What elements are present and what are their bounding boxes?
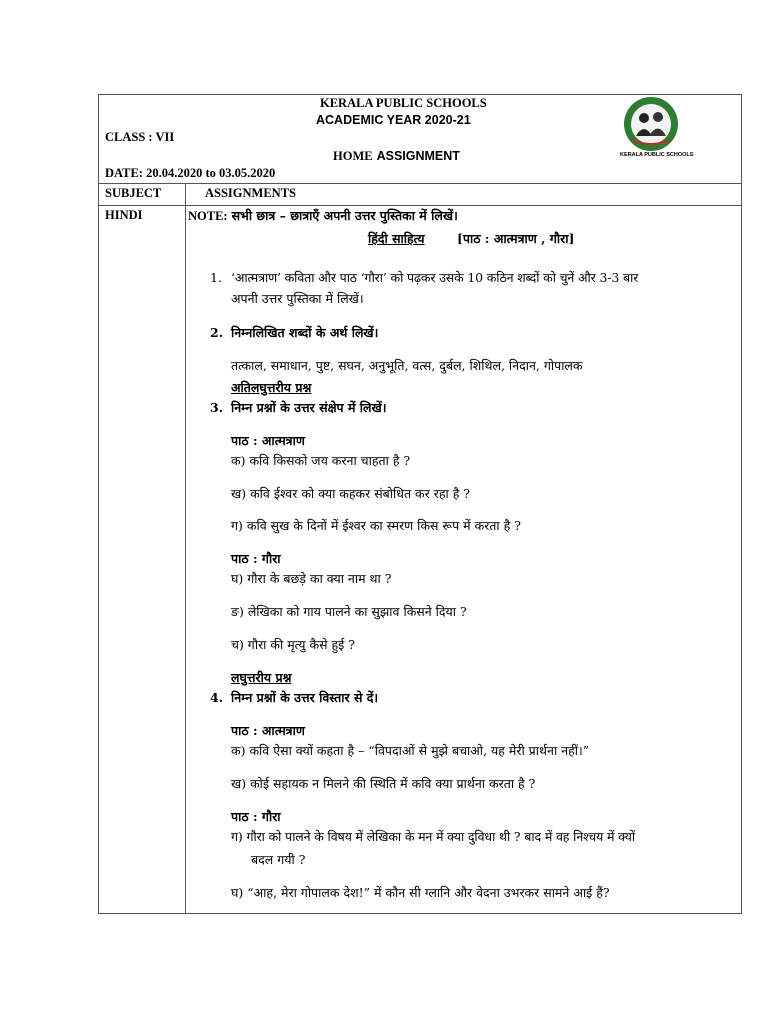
q4-a: क) कवि ऐसा क्यों कहता है – “विपदाओं से मुझे बचाओ, यह मेरी प्रार्थना नहीं।” xyxy=(231,743,590,758)
q1-number: 1. xyxy=(210,270,222,285)
subject-hindi: HINDI xyxy=(105,208,143,222)
assignments-column-header: ASSIGNMENTS xyxy=(205,186,296,200)
header-divider xyxy=(98,183,742,184)
q4-d: घ) “आह, मेरा गोपालक देश!” में कौन सी ग्लानि और वेदना उभरकर सामने आई हैं? xyxy=(231,885,610,900)
q4-number: 4. xyxy=(210,690,224,705)
section-short: लघुत्तरीय प्रश्न xyxy=(231,670,292,685)
path-gaura-1: पाठ : गौरा xyxy=(231,551,281,566)
q3-text: निम्न प्रश्नों के उत्तर संक्षेप में लिखें। xyxy=(231,400,387,415)
title-home: HOME xyxy=(333,149,373,163)
column-header-divider xyxy=(98,205,742,206)
date-range: DATE: 20.04.2020 to 03.05.2020 xyxy=(105,166,276,180)
path-gaura-2: पाठ : गौरा xyxy=(231,809,281,824)
heading-hindi-sahitya: हिंदी साहित्य xyxy=(368,231,425,246)
q3-number: 3. xyxy=(210,400,224,415)
section-very-short: अतिलघुत्तरीय प्रश्न xyxy=(231,380,312,395)
column-divider xyxy=(185,183,186,914)
q3-e: ङ) लेखिका को गाय पालने का सुझाव किसने दिया ? xyxy=(231,604,467,619)
note-text: सभी छात्र – छात्राएँ अपनी उत्तर पुस्तिका में लिखें। xyxy=(231,208,458,223)
q2-words: तत्काल, समाधान, पुष्ट, सघन, अनुभूति, वत्स, दुर्बल, शिथिल, निदान, गोपालक xyxy=(231,358,583,373)
class-label: CLASS : VII xyxy=(105,130,175,144)
q1-line2: अपनी उत्तर पुस्तिका में लिखें। xyxy=(231,291,364,306)
logo-caption: KERALA PUBLIC SCHOOLS xyxy=(620,152,694,158)
note-label: NOTE: xyxy=(188,209,228,223)
q4-text: निम्न प्रश्नों के उत्तर विस्तार से दें। xyxy=(231,690,379,705)
q4-b: ख) कोई सहायक न मिलने की स्थिति में कवि क्या प्रार्थना करता है ? xyxy=(231,776,536,791)
path-atmatran-1: पाठ : आत्मत्राण xyxy=(231,433,305,448)
note-line xyxy=(188,208,458,224)
q3-f: च) गौरा की मृत्यु कैसे हुई ? xyxy=(231,637,355,652)
heading-lessons: [पाठ : आत्मत्राण , गौरा] xyxy=(457,231,575,246)
path-atmatran-2: पाठ : आत्मत्राण xyxy=(231,723,305,738)
q1-line1: ‘आत्मत्राण’ कविता और पाठ ‘गौरा’ को पढ़कर उसके 10 कठिन शब्दों को चुनें और 3-3 बार xyxy=(231,270,639,285)
q2-number: 2. xyxy=(210,325,224,340)
q4-c-line1: ग) गौरा को पालने के विषय में लेखिका के मन में क्या दुविधा थी ? बाद में वह निश्चय में क्यों xyxy=(231,829,635,844)
q3-b: ख) कवि ईश्वर को क्या कहकर संबोधित कर रहा है ? xyxy=(231,486,471,501)
page-title xyxy=(333,148,460,164)
q3-d: घ) गौरा के बछड़े का क्या नाम था ? xyxy=(231,571,392,586)
school-name: KERALA PUBLIC SCHOOLS xyxy=(320,96,487,110)
subject-column-header: SUBJECT xyxy=(105,186,162,200)
academic-year: ACADEMIC YEAR 2020-21 xyxy=(316,113,471,127)
q3-c: ग) कवि सुख के दिनों में ईश्वर का स्मरण किस रूप में करता है ? xyxy=(231,518,521,533)
q2-text: निम्नलिखित शब्दों के अर्थ लिखें। xyxy=(231,325,379,340)
q4-c-line2: बदल गयी ? xyxy=(251,852,306,867)
title-assignment: ASSIGNMENT xyxy=(376,149,460,163)
q3-a: क) कवि किसको जय करना चाहता है ? xyxy=(231,453,411,468)
